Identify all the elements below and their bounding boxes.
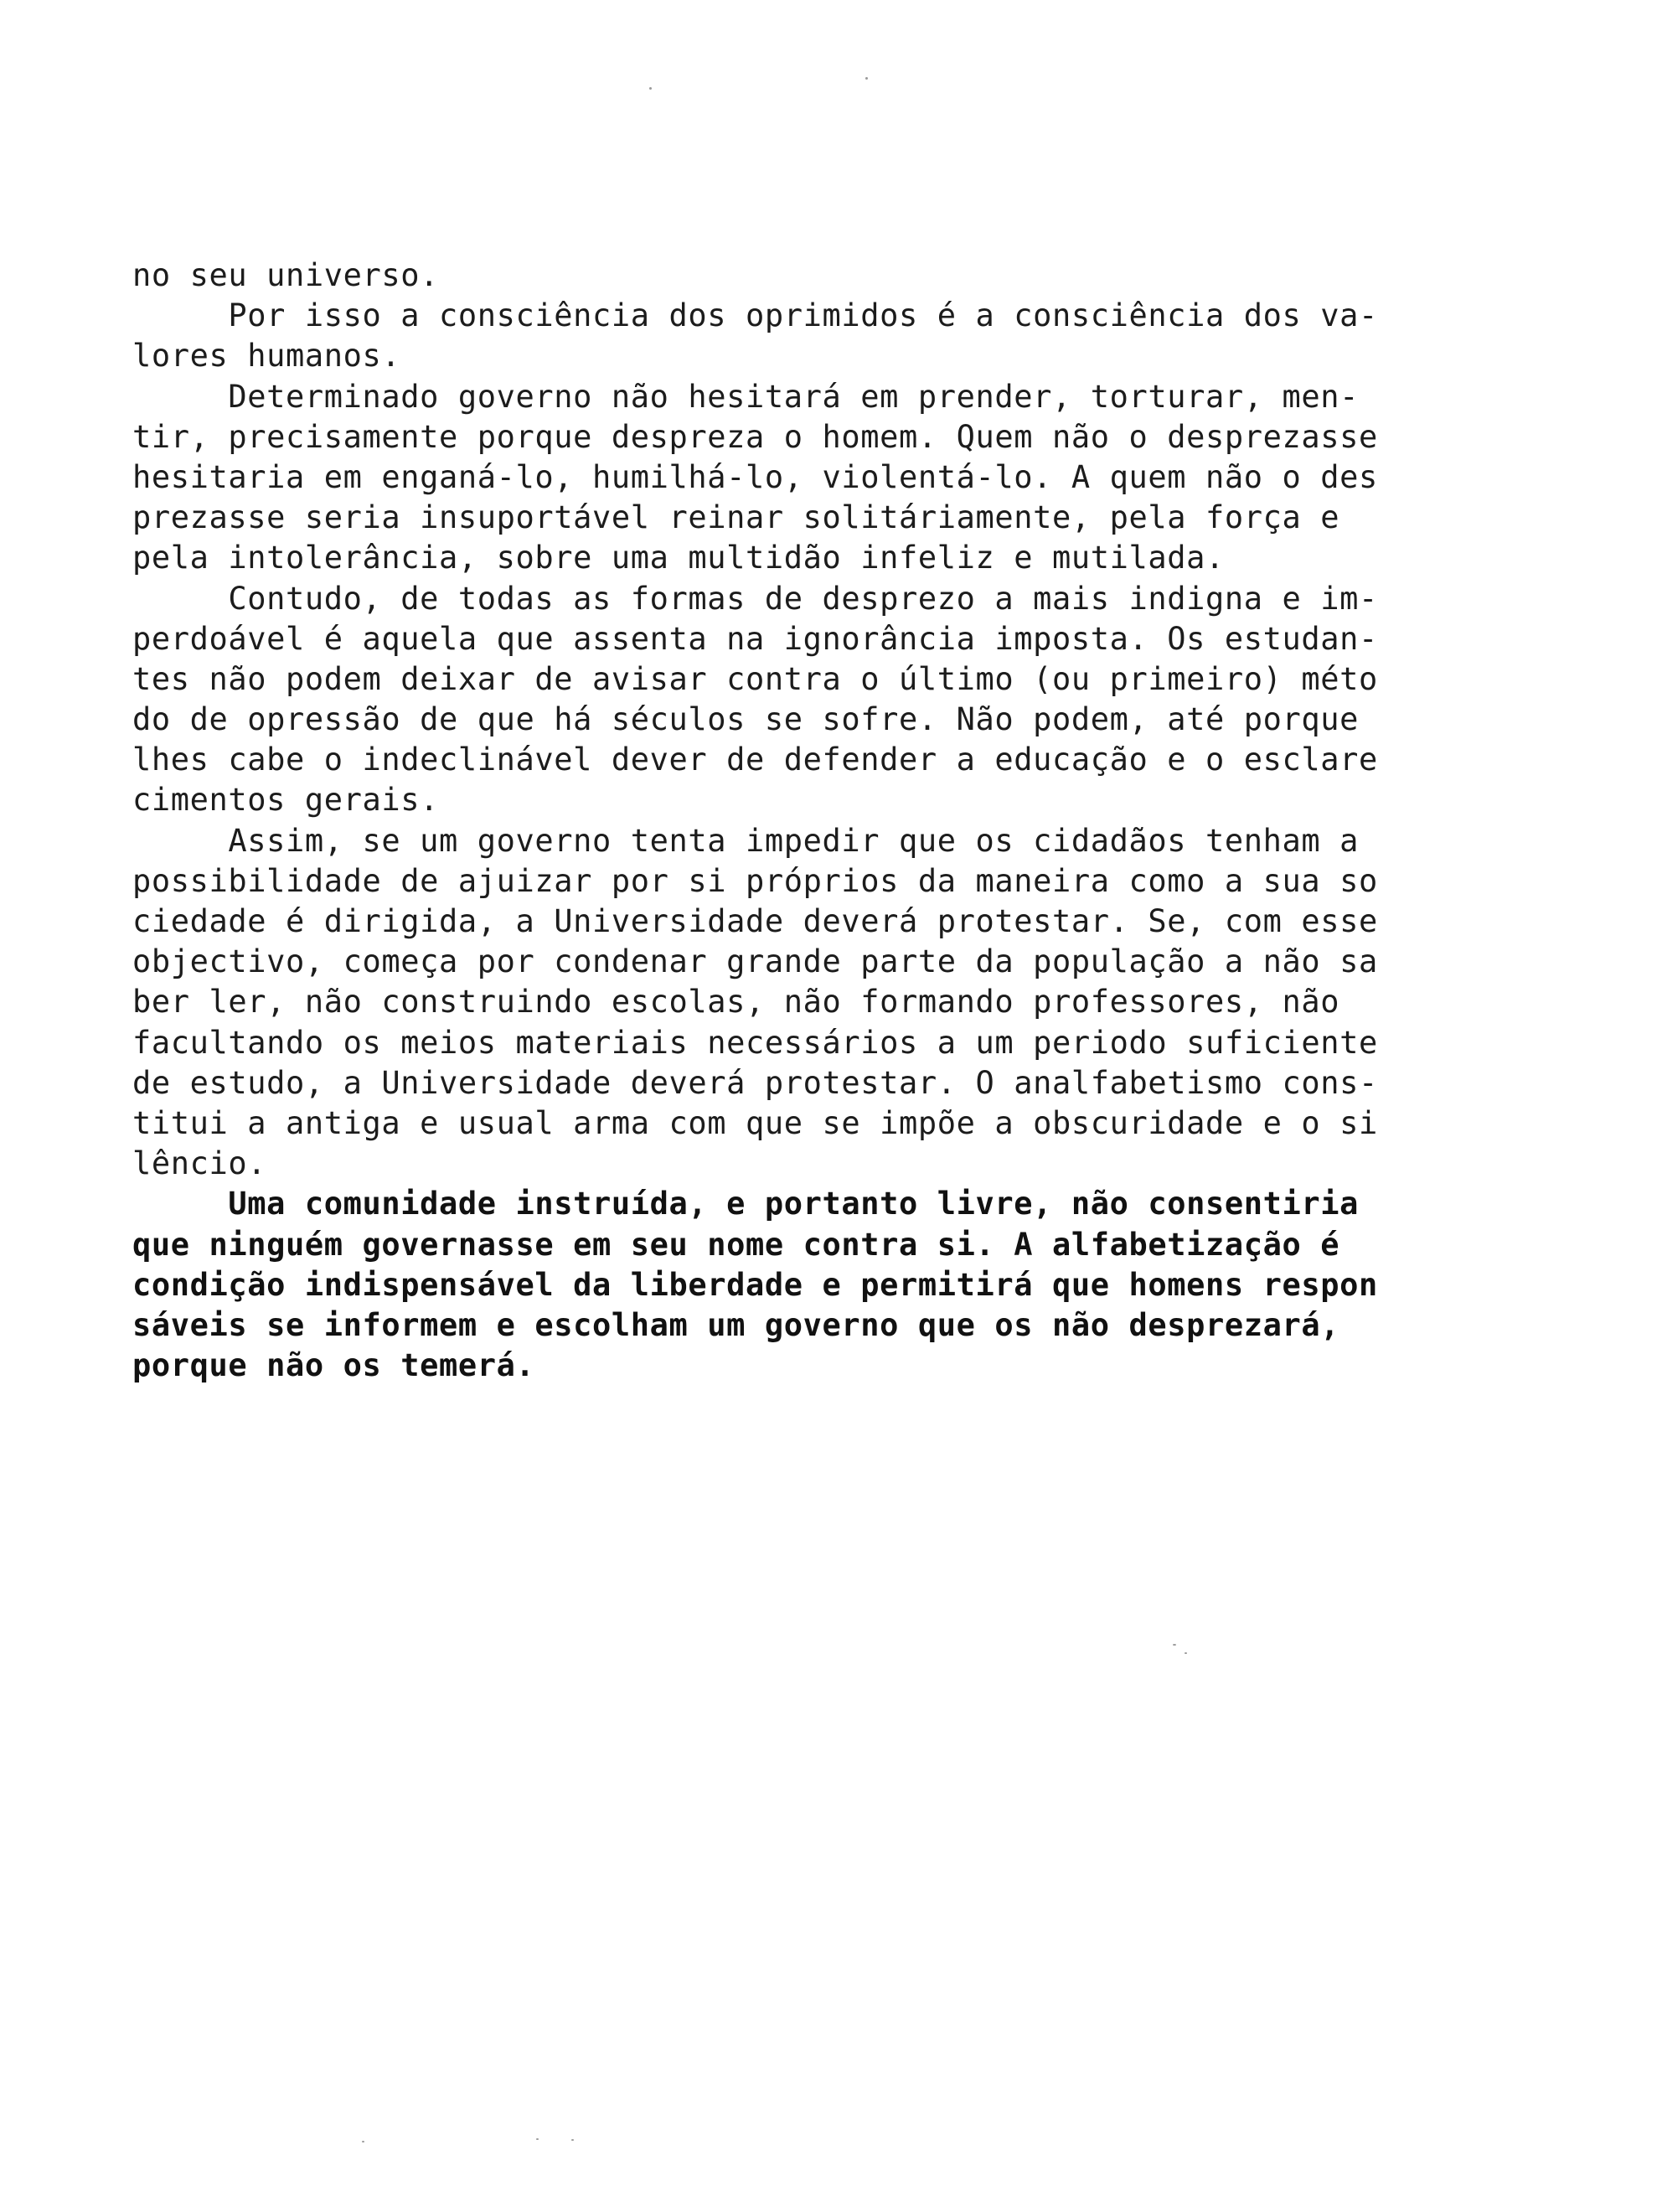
text-line: ciedade é dirigida, a Universidade deverá protestar. Se, com esse <box>132 903 1378 939</box>
text-line: do de opressão de que há séculos se sofre. Não podem, até porque <box>132 701 1360 738</box>
text-line: no seu universo. <box>132 257 440 293</box>
text-line: possibilidade de ajuizar por si próprios da maneira como a sua so <box>132 862 1378 899</box>
text-line: de estudo, a Universidade deverá protestar. O analfabetismo cons- <box>132 1064 1378 1101</box>
scan-speck <box>1173 1644 1176 1646</box>
text-line: lêncio. <box>132 1145 267 1182</box>
text-line: Assim, se um governo tenta impedir que os cidadãos tenham a <box>132 822 1360 859</box>
scan-speck <box>536 2138 539 2140</box>
text-line: tes não podem deixar de avisar contra o último (ou primeiro) méto <box>132 660 1378 697</box>
scan-speck <box>1185 1652 1187 1654</box>
scan-speck <box>571 2139 574 2141</box>
typed-text-block <box>132 256 1556 1386</box>
text-line: Contudo, de todas as formas de desprezo a mais indigna e im- <box>132 580 1378 617</box>
text-line: pela intolerância, sobre uma multidão infeliz e mutilada. <box>132 540 1225 576</box>
text-line: tir, precisamente porque despreza o homem. Quem não o desprezasse <box>132 418 1378 455</box>
text-line: lhes cabe o indeclinável dever de defender a educação e o esclare <box>132 742 1378 778</box>
text-line: porque não os temerá. <box>132 1347 535 1384</box>
scan-speck <box>649 87 652 90</box>
text-line: perdoável é aquela que assenta na ignorância imposta. Os estudan- <box>132 620 1378 657</box>
text-line: Por isso a consciência dos oprimidos é a consciência dos va- <box>132 297 1378 334</box>
text-line: Determinado governo não hesitará em prender, torturar, men- <box>132 378 1360 415</box>
scan-speck <box>865 77 868 80</box>
text-line: condição indispensável da liberdade e permitirá que homens respon <box>132 1266 1378 1303</box>
text-line: titui a antiga e usual arma com que se impõe a obscuridade e o si <box>132 1104 1378 1141</box>
text-line: que ninguém governasse em seu nome contra si. A alfabetização é <box>132 1226 1340 1263</box>
text-line: sáveis se informem e escolham um governo que os não desprezará, <box>132 1306 1340 1343</box>
text-line: prezasse seria insuportável reinar solitáriamente, pela força e <box>132 499 1340 536</box>
text-line: objectivo, começa por condenar grande parte da população a não sa <box>132 943 1378 980</box>
text-line: cimentos gerais. <box>132 782 440 819</box>
scan-speck <box>362 2141 364 2142</box>
text-line: lores humanos. <box>132 338 401 375</box>
text-line: ber ler, não construindo escolas, não formando professores, não <box>132 984 1340 1021</box>
text-line: hesitaria em enganá-lo, humilhá-lo, violentá-lo. A quem não o des <box>132 458 1378 495</box>
text-line: Uma comunidade instruída, e portanto livre, não consentiria <box>132 1186 1360 1222</box>
text-line: facultando os meios materiais necessários a um periodo suficiente <box>132 1024 1378 1061</box>
